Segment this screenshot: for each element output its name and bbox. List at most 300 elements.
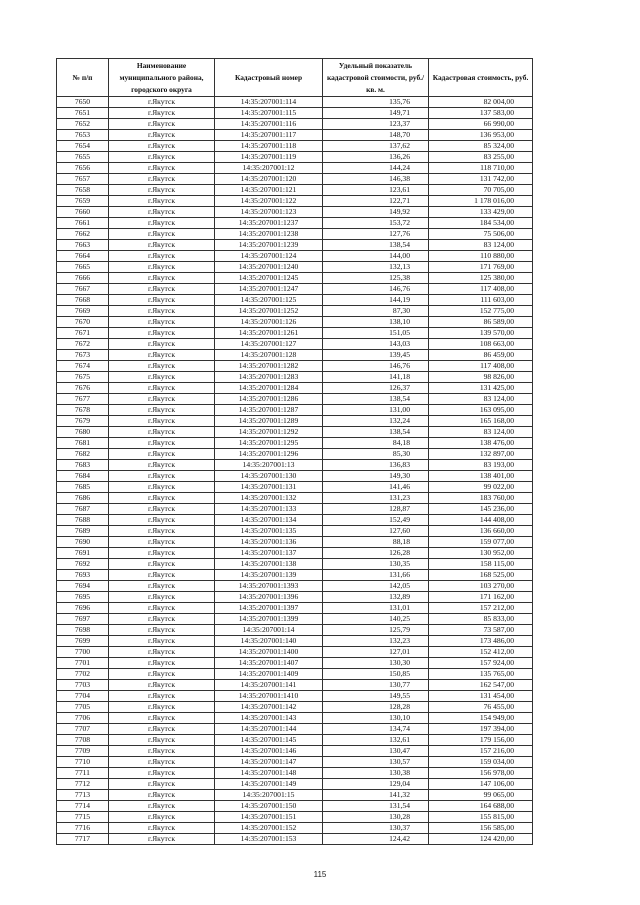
cost-indicator-cell: 127,76 — [323, 229, 429, 240]
row-num-cell: 7712 — [57, 779, 109, 790]
row-num-cell: 7691 — [57, 548, 109, 559]
cadastral-cost-cell: 139 570,00 — [429, 328, 533, 339]
cadastral-number-cell: 14:35:207001:130 — [215, 471, 323, 482]
cadastral-cost-cell: 155 815,00 — [429, 812, 533, 823]
municipality-cell: г.Якутск — [109, 702, 215, 713]
row-num-cell: 7678 — [57, 405, 109, 416]
cost-indicator-cell: 84,18 — [323, 438, 429, 449]
municipality-cell: г.Якутск — [109, 614, 215, 625]
cadastral-number-cell: 14:35:207001:148 — [215, 768, 323, 779]
cost-indicator-cell: 138,54 — [323, 394, 429, 405]
cadastral-number-cell: 14:35:207001:132 — [215, 493, 323, 504]
cadastral-number-cell: 14:35:207001:126 — [215, 317, 323, 328]
cadastral-number-cell: 14:35:207001:133 — [215, 504, 323, 515]
cost-indicator-cell: 126,28 — [323, 548, 429, 559]
table-row — [57, 361, 533, 372]
cadastral-cost-cell: 159 077,00 — [429, 537, 533, 548]
cost-indicator-cell: 130,10 — [323, 713, 429, 724]
cadastral-number-cell: 14:35:207001:1282 — [215, 361, 323, 372]
cadastral-cost-cell: 164 688,00 — [429, 801, 533, 812]
cadastral-number-cell: 14:35:207001:143 — [215, 713, 323, 724]
cost-indicator-cell: 130,47 — [323, 746, 429, 757]
municipality-cell: г.Якутск — [109, 207, 215, 218]
cost-indicator-cell: 130,38 — [323, 768, 429, 779]
cadastral-cost-cell: 117 408,00 — [429, 284, 533, 295]
row-num-cell: 7677 — [57, 394, 109, 405]
cadastral-cost-cell: 73 587,00 — [429, 625, 533, 636]
cadastral-number-cell: 14:35:207001:1296 — [215, 449, 323, 460]
row-num-cell: 7693 — [57, 570, 109, 581]
table-row — [57, 658, 533, 669]
cadastral-cost-cell: 173 486,00 — [429, 636, 533, 647]
cost-indicator-cell: 144,19 — [323, 295, 429, 306]
municipality-cell: г.Якутск — [109, 768, 215, 779]
cadastral-number-cell: 14:35:207001:1289 — [215, 416, 323, 427]
header-num: № п/п — [57, 59, 109, 97]
cadastral-number-cell: 14:35:207001:150 — [215, 801, 323, 812]
municipality-cell: г.Якутск — [109, 603, 215, 614]
cadastral-cost-cell: 136 953,00 — [429, 130, 533, 141]
municipality-cell: г.Якутск — [109, 251, 215, 262]
row-num-cell: 7662 — [57, 229, 109, 240]
row-num-cell: 7682 — [57, 449, 109, 460]
header-cadastral-number: Кадастровый номер — [215, 59, 323, 97]
cadastral-number-cell: 14:35:207001:1393 — [215, 581, 323, 592]
cadastral-cost-cell: 85 833,00 — [429, 614, 533, 625]
table-row — [57, 801, 533, 812]
table-header — [57, 59, 533, 97]
cadastral-cost-cell: 125 380,00 — [429, 273, 533, 284]
cost-indicator-cell: 144,24 — [323, 163, 429, 174]
municipality-cell: г.Якутск — [109, 295, 215, 306]
row-num-cell: 7684 — [57, 471, 109, 482]
cost-indicator-cell: 127,01 — [323, 647, 429, 658]
cadastral-number-cell: 14:35:207001:137 — [215, 548, 323, 559]
cadastral-number-cell: 14:35:207001:1245 — [215, 273, 323, 284]
cadastral-number-cell: 14:35:207001:138 — [215, 559, 323, 570]
cadastral-cost-cell: 70 705,00 — [429, 185, 533, 196]
cadastral-number-cell: 14:35:207001:149 — [215, 779, 323, 790]
cost-indicator-cell: 137,62 — [323, 141, 429, 152]
municipality-cell: г.Якутск — [109, 713, 215, 724]
cadastral-number-cell: 14:35:207001:1287 — [215, 405, 323, 416]
cadastral-cost-cell: 130 952,00 — [429, 548, 533, 559]
cadastral-cost-cell: 162 547,00 — [429, 680, 533, 691]
table-row — [57, 394, 533, 405]
municipality-cell: г.Якутск — [109, 669, 215, 680]
row-num-cell: 7664 — [57, 251, 109, 262]
cadastral-cost-cell: 83 193,00 — [429, 460, 533, 471]
cost-indicator-cell: 146,76 — [323, 361, 429, 372]
municipality-cell: г.Якутск — [109, 757, 215, 768]
table-row — [57, 218, 533, 229]
row-num-cell: 7715 — [57, 812, 109, 823]
municipality-cell: г.Якутск — [109, 581, 215, 592]
cadastral-cost-cell: 99 022,00 — [429, 482, 533, 493]
table-row — [57, 691, 533, 702]
municipality-cell: г.Якутск — [109, 823, 215, 834]
cadastral-number-cell: 14:35:207001:121 — [215, 185, 323, 196]
municipality-cell: г.Якутск — [109, 185, 215, 196]
cadastral-number-cell: 14:35:207001:147 — [215, 757, 323, 768]
table-row — [57, 647, 533, 658]
cadastral-cost-cell: 85 324,00 — [429, 141, 533, 152]
cadastral-number-cell: 14:35:207001:1252 — [215, 306, 323, 317]
cadastral-cost-cell: 154 949,00 — [429, 713, 533, 724]
municipality-cell: г.Якутск — [109, 537, 215, 548]
table-row — [57, 460, 533, 471]
row-num-cell: 7710 — [57, 757, 109, 768]
table-row — [57, 119, 533, 130]
municipality-cell: г.Якутск — [109, 284, 215, 295]
cadastral-number-cell: 14:35:207001:1237 — [215, 218, 323, 229]
cadastral-cost-cell: 152 412,00 — [429, 647, 533, 658]
cost-indicator-cell: 141,46 — [323, 482, 429, 493]
municipality-cell: г.Якутск — [109, 680, 215, 691]
table-row — [57, 779, 533, 790]
cost-indicator-cell: 130,57 — [323, 757, 429, 768]
cost-indicator-cell: 136,26 — [323, 152, 429, 163]
cadastral-number-cell: 14:35:207001:1399 — [215, 614, 323, 625]
cadastral-cost-cell: 171 769,00 — [429, 262, 533, 273]
table-row — [57, 482, 533, 493]
cadastral-number-cell: 14:35:207001:12 — [215, 163, 323, 174]
municipality-cell: г.Якутск — [109, 152, 215, 163]
cadastral-number-cell: 14:35:207001:153 — [215, 834, 323, 845]
cadastral-cost-cell: 131 425,00 — [429, 383, 533, 394]
cost-indicator-cell: 132,61 — [323, 735, 429, 746]
table-row — [57, 636, 533, 647]
cost-indicator-cell: 130,77 — [323, 680, 429, 691]
row-num-cell: 7692 — [57, 559, 109, 570]
municipality-cell: г.Якутск — [109, 130, 215, 141]
table-row — [57, 185, 533, 196]
municipality-cell: г.Якутск — [109, 141, 215, 152]
table-row — [57, 603, 533, 614]
cost-indicator-cell: 135,76 — [323, 97, 429, 108]
table-row — [57, 537, 533, 548]
municipality-cell: г.Якутск — [109, 218, 215, 229]
table-row — [57, 449, 533, 460]
municipality-cell: г.Якутск — [109, 647, 215, 658]
cadastral-cost-cell: 144 408,00 — [429, 515, 533, 526]
cost-indicator-cell: 143,03 — [323, 339, 429, 350]
municipality-cell: г.Якутск — [109, 196, 215, 207]
row-num-cell: 7665 — [57, 262, 109, 273]
row-num-cell: 7701 — [57, 658, 109, 669]
cadastral-number-cell: 14:35:207001:1240 — [215, 262, 323, 273]
municipality-cell: г.Якутск — [109, 416, 215, 427]
row-num-cell: 7714 — [57, 801, 109, 812]
table-row — [57, 174, 533, 185]
municipality-cell: г.Якутск — [109, 394, 215, 405]
table-row — [57, 559, 533, 570]
row-num-cell: 7705 — [57, 702, 109, 713]
cadastral-number-cell: 14:35:207001:1284 — [215, 383, 323, 394]
row-num-cell: 7707 — [57, 724, 109, 735]
row-num-cell: 7661 — [57, 218, 109, 229]
table-row — [57, 625, 533, 636]
cost-indicator-cell: 131,66 — [323, 570, 429, 581]
row-num-cell: 7681 — [57, 438, 109, 449]
cost-indicator-cell: 138,54 — [323, 240, 429, 251]
row-num-cell: 7703 — [57, 680, 109, 691]
row-num-cell: 7668 — [57, 295, 109, 306]
municipality-cell: г.Якутск — [109, 361, 215, 372]
row-num-cell: 7660 — [57, 207, 109, 218]
cadastral-cost-cell: 156 978,00 — [429, 768, 533, 779]
cost-indicator-cell: 151,05 — [323, 328, 429, 339]
cadastral-cost-cell: 86 589,00 — [429, 317, 533, 328]
municipality-cell: г.Якутск — [109, 735, 215, 746]
cadastral-number-cell: 14:35:207001:125 — [215, 295, 323, 306]
cadastral-number-cell: 14:35:207001:118 — [215, 141, 323, 152]
cost-indicator-cell: 132,89 — [323, 592, 429, 603]
row-num-cell: 7671 — [57, 328, 109, 339]
table-row — [57, 207, 533, 218]
row-num-cell: 7695 — [57, 592, 109, 603]
cadastral-cost-cell: 1 178 016,00 — [429, 196, 533, 207]
cadastral-cost-cell: 83 255,00 — [429, 152, 533, 163]
table-row — [57, 581, 533, 592]
cadastral-number-cell: 14:35:207001:142 — [215, 702, 323, 713]
cadastral-cost-cell: 86 459,00 — [429, 350, 533, 361]
cadastral-number-cell: 14:35:207001:144 — [215, 724, 323, 735]
cost-indicator-cell: 123,37 — [323, 119, 429, 130]
cadastral-number-cell: 14:35:207001:124 — [215, 251, 323, 262]
row-num-cell: 7651 — [57, 108, 109, 119]
municipality-cell: г.Якутск — [109, 273, 215, 284]
table-row — [57, 416, 533, 427]
table-row — [57, 768, 533, 779]
row-num-cell: 7654 — [57, 141, 109, 152]
municipality-cell: г.Якутск — [109, 834, 215, 845]
cost-indicator-cell: 131,23 — [323, 493, 429, 504]
row-num-cell: 7716 — [57, 823, 109, 834]
table-row — [57, 493, 533, 504]
table-row — [57, 405, 533, 416]
cost-indicator-cell: 128,87 — [323, 504, 429, 515]
header-indicator: Удельный показатель кадастровой стоимости, руб./кв. м. — [323, 59, 429, 97]
municipality-cell: г.Якутск — [109, 427, 215, 438]
cadastral-number-cell: 14:35:207001:1409 — [215, 669, 323, 680]
cost-indicator-cell: 134,74 — [323, 724, 429, 735]
cost-indicator-cell: 131,00 — [323, 405, 429, 416]
table-row — [57, 680, 533, 691]
cost-indicator-cell: 124,42 — [323, 834, 429, 845]
cadastral-number-cell: 14:35:207001:152 — [215, 823, 323, 834]
cadastral-number-cell: 14:35:207001:1400 — [215, 647, 323, 658]
cost-indicator-cell: 130,35 — [323, 559, 429, 570]
table-row — [57, 592, 533, 603]
cost-indicator-cell: 141,32 — [323, 790, 429, 801]
table-row — [57, 570, 533, 581]
table-row — [57, 328, 533, 339]
cost-indicator-cell: 149,71 — [323, 108, 429, 119]
cadastral-number-cell: 14:35:207001:135 — [215, 526, 323, 537]
municipality-cell: г.Якутск — [109, 405, 215, 416]
cadastral-cost-cell: 83 124,00 — [429, 240, 533, 251]
row-num-cell: 7673 — [57, 350, 109, 361]
cadastral-cost-cell: 163 095,00 — [429, 405, 533, 416]
cadastral-number-cell: 14:35:207001:128 — [215, 350, 323, 361]
cadastral-number-cell: 14:35:207001:140 — [215, 636, 323, 647]
table-row — [57, 669, 533, 680]
municipality-cell: г.Якутск — [109, 482, 215, 493]
cadastral-number-cell: 14:35:207001:1261 — [215, 328, 323, 339]
cadastral-number-cell: 14:35:207001:1247 — [215, 284, 323, 295]
cadastral-cost-cell: 171 162,00 — [429, 592, 533, 603]
cadastral-number-cell: 14:35:207001:136 — [215, 537, 323, 548]
municipality-cell: г.Якутск — [109, 592, 215, 603]
table-row — [57, 614, 533, 625]
municipality-cell: г.Якутск — [109, 625, 215, 636]
cost-indicator-cell: 88,18 — [323, 537, 429, 548]
cost-indicator-cell: 123,61 — [323, 185, 429, 196]
cadastral-cost-cell: 158 115,00 — [429, 559, 533, 570]
cadastral-number-cell: 14:35:207001:116 — [215, 119, 323, 130]
row-num-cell: 7704 — [57, 691, 109, 702]
cadastral-number-cell: 14:35:207001:122 — [215, 196, 323, 207]
cost-indicator-cell: 126,37 — [323, 383, 429, 394]
cadastral-number-cell: 14:35:207001:1238 — [215, 229, 323, 240]
table-row — [57, 427, 533, 438]
table-row — [57, 229, 533, 240]
cost-indicator-cell: 149,92 — [323, 207, 429, 218]
row-num-cell: 7652 — [57, 119, 109, 130]
cost-indicator-cell: 125,38 — [323, 273, 429, 284]
cadastral-number-cell: 14:35:207001:115 — [215, 108, 323, 119]
table-row — [57, 471, 533, 482]
cadastral-cost-cell: 124 420,00 — [429, 834, 533, 845]
cost-indicator-cell: 142,05 — [323, 581, 429, 592]
table-row — [57, 548, 533, 559]
cadastral-number-cell: 14:35:207001:139 — [215, 570, 323, 581]
cadastral-number-cell: 14:35:207001:141 — [215, 680, 323, 691]
row-num-cell: 7663 — [57, 240, 109, 251]
cadastral-number-cell: 14:35:207001:15 — [215, 790, 323, 801]
cost-indicator-cell: 146,38 — [323, 174, 429, 185]
municipality-cell: г.Якутск — [109, 570, 215, 581]
row-num-cell: 7698 — [57, 625, 109, 636]
municipality-cell: г.Якутск — [109, 317, 215, 328]
table-row — [57, 97, 533, 108]
row-num-cell: 7706 — [57, 713, 109, 724]
municipality-cell: г.Якутск — [109, 229, 215, 240]
cadastral-cost-cell: 152 775,00 — [429, 306, 533, 317]
cadastral-number-cell: 14:35:207001:120 — [215, 174, 323, 185]
municipality-cell: г.Якутск — [109, 801, 215, 812]
cadastral-number-cell: 14:35:207001:1283 — [215, 372, 323, 383]
municipality-cell: г.Якутск — [109, 548, 215, 559]
row-num-cell: 7667 — [57, 284, 109, 295]
municipality-cell: г.Якутск — [109, 658, 215, 669]
municipality-cell: г.Якутск — [109, 779, 215, 790]
municipality-cell: г.Якутск — [109, 97, 215, 108]
table-row — [57, 834, 533, 845]
table-row — [57, 163, 533, 174]
table-row — [57, 152, 533, 163]
row-num-cell: 7687 — [57, 504, 109, 515]
cadastral-number-cell: 14:35:207001:1295 — [215, 438, 323, 449]
cadastral-cost-cell: 103 270,00 — [429, 581, 533, 592]
municipality-cell: г.Якутск — [109, 383, 215, 394]
row-num-cell: 7674 — [57, 361, 109, 372]
row-num-cell: 7708 — [57, 735, 109, 746]
row-num-cell: 7670 — [57, 317, 109, 328]
cadastral-cost-cell: 156 585,00 — [429, 823, 533, 834]
cadastral-number-cell: 14:35:207001:14 — [215, 625, 323, 636]
row-num-cell: 7690 — [57, 537, 109, 548]
cadastral-cost-cell: 131 742,00 — [429, 174, 533, 185]
table-row — [57, 383, 533, 394]
cadastral-cost-cell: 66 990,00 — [429, 119, 533, 130]
municipality-cell: г.Якутск — [109, 174, 215, 185]
row-num-cell: 7676 — [57, 383, 109, 394]
table-row — [57, 702, 533, 713]
cadastral-number-cell: 14:35:207001:134 — [215, 515, 323, 526]
table-row — [57, 284, 533, 295]
cost-indicator-cell: 149,30 — [323, 471, 429, 482]
municipality-cell: г.Якутск — [109, 515, 215, 526]
cadastral-number-cell: 14:35:207001:114 — [215, 97, 323, 108]
cadastral-cost-cell: 168 525,00 — [429, 570, 533, 581]
cost-indicator-cell: 128,28 — [323, 702, 429, 713]
cadastral-cost-cell: 108 663,00 — [429, 339, 533, 350]
table-row — [57, 823, 533, 834]
cadastral-cost-cell: 135 765,00 — [429, 669, 533, 680]
header-cadastral-cost: Кадастровая стоимость, руб. — [429, 59, 533, 97]
cadastral-cost-cell: 136 660,00 — [429, 526, 533, 537]
municipality-cell: г.Якутск — [109, 262, 215, 273]
municipality-cell: г.Якутск — [109, 119, 215, 130]
municipality-cell: г.Якутск — [109, 746, 215, 757]
cost-indicator-cell: 127,60 — [323, 526, 429, 537]
table-row — [57, 757, 533, 768]
municipality-cell: г.Якутск — [109, 493, 215, 504]
cost-indicator-cell: 153,72 — [323, 218, 429, 229]
row-num-cell: 7717 — [57, 834, 109, 845]
cost-indicator-cell: 139,45 — [323, 350, 429, 361]
cost-indicator-cell: 132,13 — [323, 262, 429, 273]
row-num-cell: 7688 — [57, 515, 109, 526]
row-num-cell: 7689 — [57, 526, 109, 537]
cost-indicator-cell: 140,25 — [323, 614, 429, 625]
cost-indicator-cell: 138,10 — [323, 317, 429, 328]
cadastral-number-cell: 14:35:207001:1396 — [215, 592, 323, 603]
cost-indicator-cell: 132,24 — [323, 416, 429, 427]
row-num-cell: 7659 — [57, 196, 109, 207]
cadastral-number-cell: 14:35:207001:123 — [215, 207, 323, 218]
municipality-cell: г.Якутск — [109, 636, 215, 647]
row-num-cell: 7711 — [57, 768, 109, 779]
municipality-cell: г.Якутск — [109, 240, 215, 251]
cost-indicator-cell: 132,23 — [323, 636, 429, 647]
table-row — [57, 306, 533, 317]
cadastral-number-cell: 14:35:207001:151 — [215, 812, 323, 823]
row-num-cell: 7675 — [57, 372, 109, 383]
table-row — [57, 372, 533, 383]
municipality-cell: г.Якутск — [109, 460, 215, 471]
cadastral-cost-cell: 111 603,00 — [429, 295, 533, 306]
header-row — [57, 59, 533, 97]
page-number: 115 — [313, 870, 327, 879]
row-num-cell: 7697 — [57, 614, 109, 625]
cost-indicator-cell: 130,30 — [323, 658, 429, 669]
cadastral-number-cell: 14:35:207001:1292 — [215, 427, 323, 438]
cost-indicator-cell: 131,01 — [323, 603, 429, 614]
cadastral-cost-cell: 118 710,00 — [429, 163, 533, 174]
